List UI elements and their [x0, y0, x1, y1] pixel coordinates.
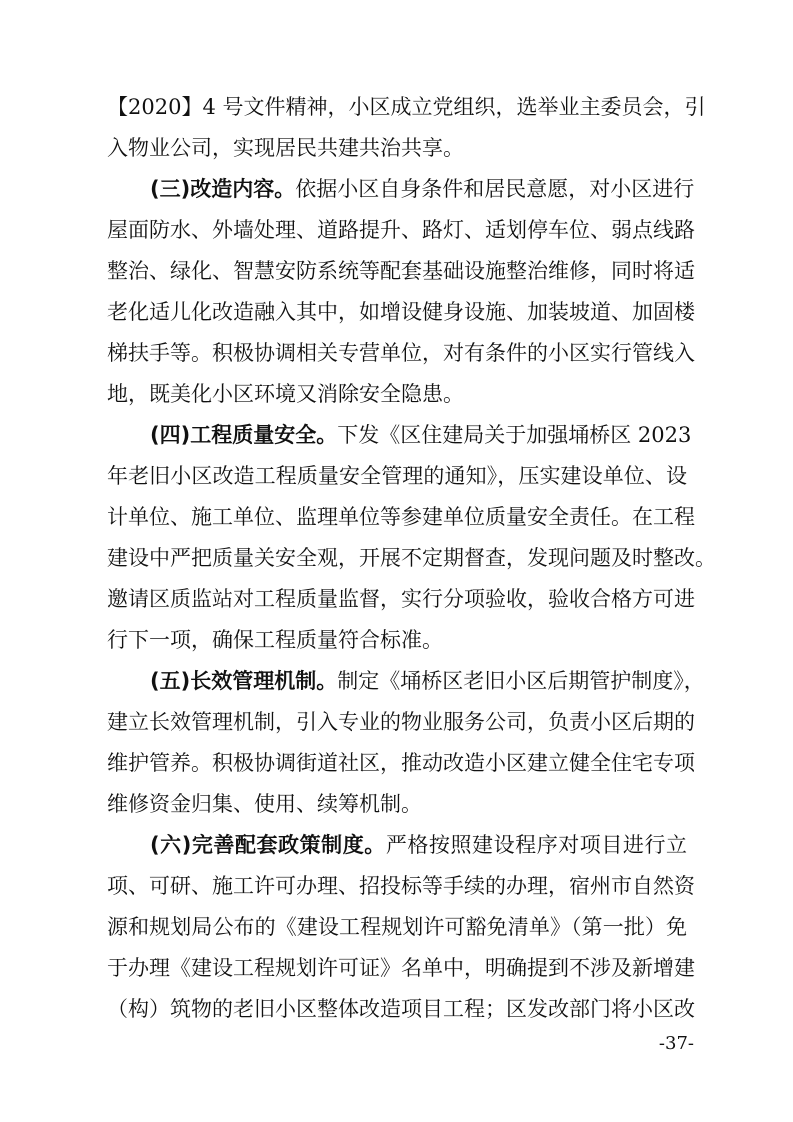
text-span: 严格按照建设程序对项目进行立 — [385, 833, 688, 857]
text-line: 维修资金归集、使用、续筹机制。 — [107, 792, 422, 816]
text-line: 源和规划局公布的《建设工程规划许可豁免清单》（第一批）免 — [107, 915, 687, 939]
text-line: 于办理《建设工程规划许可证》名单中，明确提到不涉及新增建 — [107, 956, 695, 980]
text-line: 梯扶手等。积极协调相关专营单位，对有条件的小区实行管线入 — [107, 341, 695, 365]
text-line: 建设中严把质量关安全观，开展不定期督查，发现问题及时整改。 — [107, 546, 716, 570]
heading-line — [150, 826, 687, 864]
heading-line — [150, 416, 692, 454]
heading-line — [150, 662, 705, 700]
text-line: 维护管养。积极协调街道社区，推动改造小区建立健全住宅专项 — [107, 751, 695, 775]
text-line: （构）筑物的老旧小区整体改造项目工程；区发改部门将小区改 — [107, 997, 695, 1021]
text-line: 屋面防水、外墙处理、道路提升、路灯、适划停车位、弱点线路 — [107, 218, 695, 242]
text-line: 整治、绿化、智慧安防系统等配套基础设施整治维修，同时将适 — [107, 259, 695, 283]
section-heading: (三)改造内容。 — [150, 177, 296, 201]
text-line: 行下一项，确保工程质量符合标准。 — [107, 628, 443, 652]
section-heading: (五)长效管理机制。 — [150, 669, 338, 693]
page-number: -37- — [658, 1033, 694, 1054]
heading-line — [150, 170, 695, 208]
section-heading: (六)完善配套政策制度。 — [150, 833, 386, 857]
text-line: 建立长效管理机制，引入专业的物业服务公司，负责小区后期的 — [107, 710, 695, 734]
text-line: 项、可研、施工许可办理、招投标等手续的办理，宿州市自然资 — [107, 874, 695, 898]
text-span: 制定《埇桥区老旧小区后期管护制度》， — [337, 669, 705, 693]
text-line: 【2020】4 号文件精神，小区成立党组织，选举业主委员会，引 — [107, 95, 706, 119]
text-line: 入物业公司，实现居民共建共治共享。 — [107, 136, 464, 160]
text-span: 依据小区自身条件和居民意愿，对小区进行 — [295, 177, 695, 201]
text-line: 邀请区质监站对工程质量监督，实行分项验收，验收合格方可进 — [107, 587, 695, 611]
text-line: 地，既美化小区环境又消除安全隐患。 — [107, 382, 464, 406]
text-line: 老化适儿化改造融入其中，如增设健身设施、加装坡道、加固楼 — [107, 300, 695, 324]
text-span: 下发《区住建局关于加强埇桥区 2023 — [337, 423, 692, 447]
text-line: 年老旧小区改造工程质量安全管理的通知》，压实建设单位、设 — [107, 464, 687, 488]
section-heading: (四)工程质量安全。 — [150, 423, 338, 447]
text-line: 计单位、施工单位、监理单位等参建单位质量安全责任。在工程 — [107, 505, 695, 529]
